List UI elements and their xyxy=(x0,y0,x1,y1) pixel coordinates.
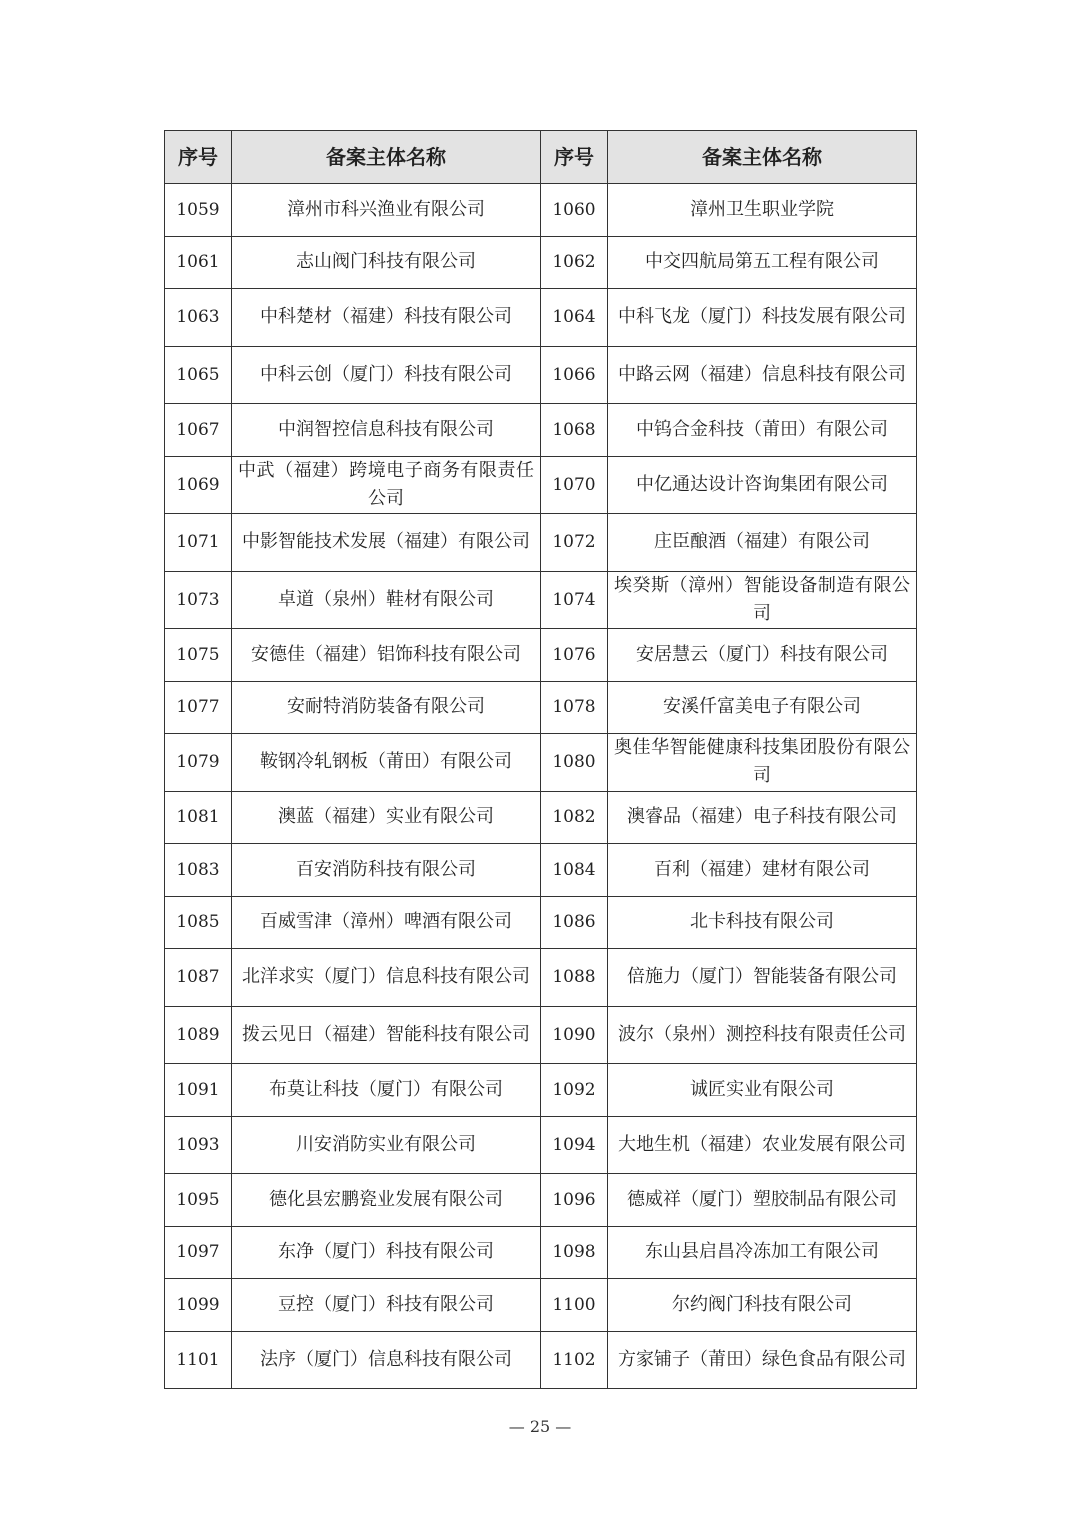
serial-cell: 1067 xyxy=(165,404,232,457)
table-row xyxy=(165,844,917,897)
serial-cell: 1071 xyxy=(165,514,232,572)
entity-name-cell: 中科楚材（福建）科技有限公司 xyxy=(232,289,541,347)
serial-cell: 1069 xyxy=(165,456,232,514)
entity-name-cell: 志山阀门科技有限公司 xyxy=(232,236,541,289)
table-row xyxy=(165,236,917,289)
table-row xyxy=(165,1226,917,1279)
entity-name-cell: 澳睿品（福建）电子科技有限公司 xyxy=(608,791,917,844)
entity-name-cell: 中钨合金科技（莆田）有限公司 xyxy=(608,404,917,457)
table-row xyxy=(165,629,917,682)
entity-name-cell: 安溪仟富美电子有限公司 xyxy=(608,681,917,734)
entity-name-cell: 德威祥（厦门）塑胶制品有限公司 xyxy=(608,1174,917,1227)
entity-name-cell: 倍施力（厦门）智能装备有限公司 xyxy=(608,949,917,1007)
serial-cell: 1093 xyxy=(165,1116,232,1174)
table-row xyxy=(165,896,917,949)
table-row xyxy=(165,184,917,237)
serial-cell: 1094 xyxy=(541,1116,608,1174)
serial-cell: 1072 xyxy=(541,514,608,572)
entity-name-cell: 百威雪津（漳州）啤酒有限公司 xyxy=(232,896,541,949)
entity-name-cell: 漳州市科兴渔业有限公司 xyxy=(232,184,541,237)
entity-name-cell: 尔约阀门科技有限公司 xyxy=(608,1279,917,1332)
entity-name-cell: 法序（厦门）信息科技有限公司 xyxy=(232,1331,541,1389)
entity-name-cell: 澳蓝（福建）实业有限公司 xyxy=(232,791,541,844)
entity-name-cell: 中科飞龙（厦门）科技发展有限公司 xyxy=(608,289,917,347)
entity-name-cell: 庄臣酿酒（福建）有限公司 xyxy=(608,514,917,572)
serial-cell: 1082 xyxy=(541,791,608,844)
serial-cell: 1079 xyxy=(165,734,232,792)
table-row xyxy=(165,571,917,629)
serial-cell: 1077 xyxy=(165,681,232,734)
entity-name-cell: 中路云网（福建）信息科技有限公司 xyxy=(608,346,917,404)
header-entity-name-2: 备案主体名称 xyxy=(608,131,917,184)
entity-name-cell: 布莫让科技（厦门）有限公司 xyxy=(232,1064,541,1117)
table-row xyxy=(165,1279,917,1332)
entity-name-cell: 中亿通达设计咨询集团有限公司 xyxy=(608,456,917,514)
entity-name-cell: 中影智能技术发展（福建）有限公司 xyxy=(232,514,541,572)
serial-cell: 1085 xyxy=(165,896,232,949)
entity-name-cell: 安德佳（福建）铝饰科技有限公司 xyxy=(232,629,541,682)
serial-cell: 1065 xyxy=(165,346,232,404)
serial-cell: 1076 xyxy=(541,629,608,682)
entity-name-cell: 中润智控信息科技有限公司 xyxy=(232,404,541,457)
serial-cell: 1066 xyxy=(541,346,608,404)
serial-cell: 1095 xyxy=(165,1174,232,1227)
table-row xyxy=(165,1006,917,1064)
serial-cell: 1091 xyxy=(165,1064,232,1117)
entity-name-cell: 埃癸斯（漳州）智能设备制造有限公司 xyxy=(608,571,917,629)
entity-name-cell: 川安消防实业有限公司 xyxy=(232,1116,541,1174)
serial-cell: 1074 xyxy=(541,571,608,629)
serial-cell: 1101 xyxy=(165,1331,232,1389)
serial-cell: 1073 xyxy=(165,571,232,629)
serial-cell: 1096 xyxy=(541,1174,608,1227)
entity-name-cell: 北洋求实（厦门）信息科技有限公司 xyxy=(232,949,541,1007)
serial-cell: 1088 xyxy=(541,949,608,1007)
entity-name-cell: 东净（厦门）科技有限公司 xyxy=(232,1226,541,1279)
entity-name-cell: 百安消防科技有限公司 xyxy=(232,844,541,897)
table-row xyxy=(165,1116,917,1174)
header-serial-2: 序号 xyxy=(541,131,608,184)
entity-name-cell: 北卡科技有限公司 xyxy=(608,896,917,949)
serial-cell: 1081 xyxy=(165,791,232,844)
entity-name-cell: 东山县启昌冷冻加工有限公司 xyxy=(608,1226,917,1279)
entity-name-cell: 诚匠实业有限公司 xyxy=(608,1064,917,1117)
serial-cell: 1087 xyxy=(165,949,232,1007)
table-row xyxy=(165,456,917,514)
entity-name-cell: 波尔（泉州）测控科技有限责任公司 xyxy=(608,1006,917,1064)
serial-cell: 1064 xyxy=(541,289,608,347)
entity-name-cell: 大地生机（福建）农业发展有限公司 xyxy=(608,1116,917,1174)
entity-name-cell: 安居慧云（厦门）科技有限公司 xyxy=(608,629,917,682)
registration-table xyxy=(164,130,917,1389)
serial-cell: 1060 xyxy=(541,184,608,237)
table-row xyxy=(165,681,917,734)
table-row xyxy=(165,404,917,457)
serial-cell: 1068 xyxy=(541,404,608,457)
header-entity-name-1: 备案主体名称 xyxy=(232,131,541,184)
entity-name-cell: 德化县宏鹏瓷业发展有限公司 xyxy=(232,1174,541,1227)
table-row xyxy=(165,289,917,347)
entity-name-cell: 百利（福建）建材有限公司 xyxy=(608,844,917,897)
table-row xyxy=(165,949,917,1007)
entity-name-cell: 鞍钢冷轧钢板（莆田）有限公司 xyxy=(232,734,541,792)
serial-cell: 1078 xyxy=(541,681,608,734)
serial-cell: 1099 xyxy=(165,1279,232,1332)
table-row xyxy=(165,1064,917,1117)
table-body xyxy=(165,184,917,1389)
table-row xyxy=(165,1174,917,1227)
table-header-row xyxy=(165,131,917,184)
serial-cell: 1075 xyxy=(165,629,232,682)
table-row xyxy=(165,734,917,792)
table-row xyxy=(165,346,917,404)
serial-cell: 1100 xyxy=(541,1279,608,1332)
table-row xyxy=(165,1331,917,1389)
serial-cell: 1063 xyxy=(165,289,232,347)
serial-cell: 1061 xyxy=(165,236,232,289)
serial-cell: 1080 xyxy=(541,734,608,792)
serial-cell: 1062 xyxy=(541,236,608,289)
serial-cell: 1059 xyxy=(165,184,232,237)
entity-name-cell: 卓道（泉州）鞋材有限公司 xyxy=(232,571,541,629)
entity-name-cell: 漳州卫生职业学院 xyxy=(608,184,917,237)
entity-name-cell: 拨云见日（福建）智能科技有限公司 xyxy=(232,1006,541,1064)
header-serial-1: 序号 xyxy=(165,131,232,184)
serial-cell: 1098 xyxy=(541,1226,608,1279)
table-row xyxy=(165,514,917,572)
serial-cell: 1090 xyxy=(541,1006,608,1064)
serial-cell: 1092 xyxy=(541,1064,608,1117)
entity-name-cell: 中交四航局第五工程有限公司 xyxy=(608,236,917,289)
serial-cell: 1097 xyxy=(165,1226,232,1279)
serial-cell: 1089 xyxy=(165,1006,232,1064)
serial-cell: 1084 xyxy=(541,844,608,897)
entity-name-cell: 豆控（厦门）科技有限公司 xyxy=(232,1279,541,1332)
entity-name-cell: 方家铺子（莆田）绿色食品有限公司 xyxy=(608,1331,917,1389)
table-row xyxy=(165,791,917,844)
page-number: — 25 — xyxy=(508,1417,572,1436)
serial-cell: 1070 xyxy=(541,456,608,514)
entity-name-cell: 奥佳华智能健康科技集团股份有限公司 xyxy=(608,734,917,792)
serial-cell: 1083 xyxy=(165,844,232,897)
entity-name-cell: 中武（福建）跨境电子商务有限责任公司 xyxy=(232,456,541,514)
entity-name-cell: 中科云创（厦门）科技有限公司 xyxy=(232,346,541,404)
serial-cell: 1102 xyxy=(541,1331,608,1389)
entity-name-cell: 安耐特消防装备有限公司 xyxy=(232,681,541,734)
serial-cell: 1086 xyxy=(541,896,608,949)
